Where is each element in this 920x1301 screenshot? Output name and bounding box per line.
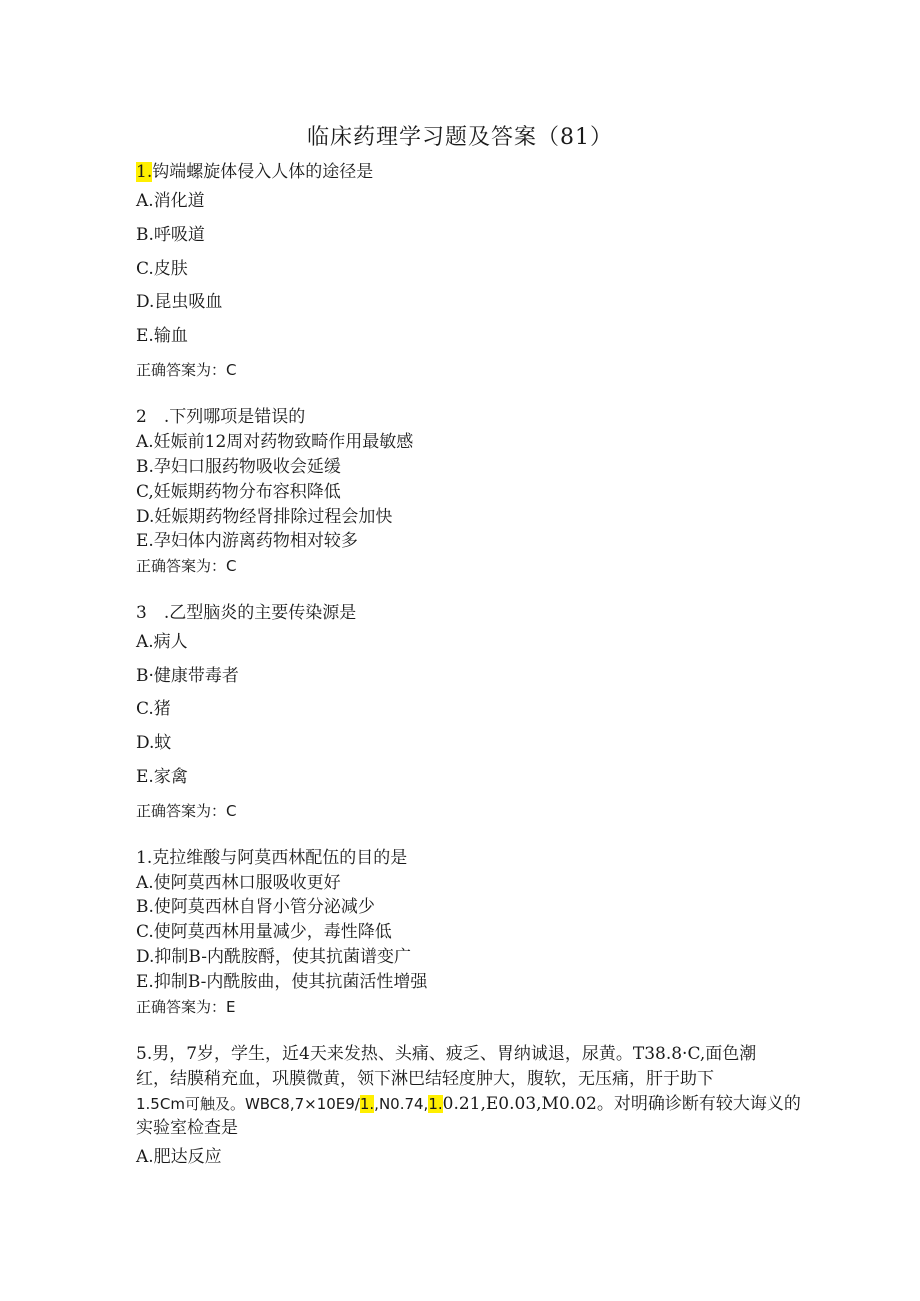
option-d: D.抑制B-内酰胺酹，使其抗菌谱变广 xyxy=(136,947,411,967)
highlight-mark: 1. xyxy=(428,1095,443,1113)
option-b: B.使阿莫西林自肾小管分泌减少 xyxy=(136,897,375,917)
option-a: A.消化道 xyxy=(136,191,205,211)
question-5-line-3: 1.5Cm可触及。WBC8,7×10E9/1.,N0.74,1.0.21,E0.03,M0.02。对明确诊断有较大诲义的 xyxy=(136,1094,801,1114)
option-d: D.蚊 xyxy=(136,733,172,753)
option-a: A.妊娠前12周对药物致畸作用最敏感 xyxy=(136,432,414,452)
highlight-mark: 1. xyxy=(359,1095,375,1113)
answer: 正确答案为：C xyxy=(136,361,237,379)
question-1 xyxy=(136,161,373,183)
question-5-line-4: 实验室检查是 xyxy=(136,1118,238,1138)
option-c: C.使阿莫西林用量减少，毒性降低 xyxy=(136,922,392,942)
option-e: E.家禽 xyxy=(136,767,188,787)
option-b: B.呼吸道 xyxy=(136,225,205,245)
answer: 正确答案为：E xyxy=(136,998,236,1016)
option-c: C.皮肤 xyxy=(136,259,188,279)
question-text: 钩端螺旋体侵入人体的途径是 xyxy=(152,162,374,182)
option-b: B·健康带毒者 xyxy=(136,666,239,686)
option-e: E.孕妇体内游离药物相对较多 xyxy=(136,531,358,551)
option-c: C.猪 xyxy=(136,699,171,719)
option-a: A.肥达反应 xyxy=(136,1147,222,1167)
answer: 正确答案为：C xyxy=(136,802,237,820)
page-title: 临床药理学习题及答案（81） xyxy=(307,125,613,150)
question-number-highlight: 1. xyxy=(136,162,153,182)
question-5-line-1: 5.男，7岁，学生，近4天来发热、头痛、疲乏、胃纳诚退，尿黄。T38.8·C,面色潮 xyxy=(136,1044,757,1064)
option-d: D.昆虫吸血 xyxy=(136,292,223,312)
option-d: D.妊娠期药物经肾排除过程会加快 xyxy=(136,507,393,527)
question-5-line-2: 红，结膜稍充血，巩膜微黄，领下淋巴结轻度肿大，腹软，无压痛，肝于助下 xyxy=(136,1069,714,1089)
option-a: A.使阿莫西林口服吸收更好 xyxy=(136,873,341,893)
option-e: E.输血 xyxy=(136,326,188,346)
option-e: E.抑制B-内酰胺曲，使其抗菌活性增强 xyxy=(136,972,428,992)
question-2: 2 .下列哪项是错误的 xyxy=(136,407,306,427)
question-4: 1.克拉维酸与阿莫西林配伍的目的是 xyxy=(136,848,408,868)
question-3: 3 .乙型脑炎的主要传染源是 xyxy=(136,603,357,623)
option-b: B.孕妇口服药物吸收会延缓 xyxy=(136,457,341,477)
answer: 正确答案为：C xyxy=(136,557,237,575)
option-a: A.病人 xyxy=(136,632,188,652)
option-c: C,妊娠期药物分布容积降低 xyxy=(136,482,341,502)
